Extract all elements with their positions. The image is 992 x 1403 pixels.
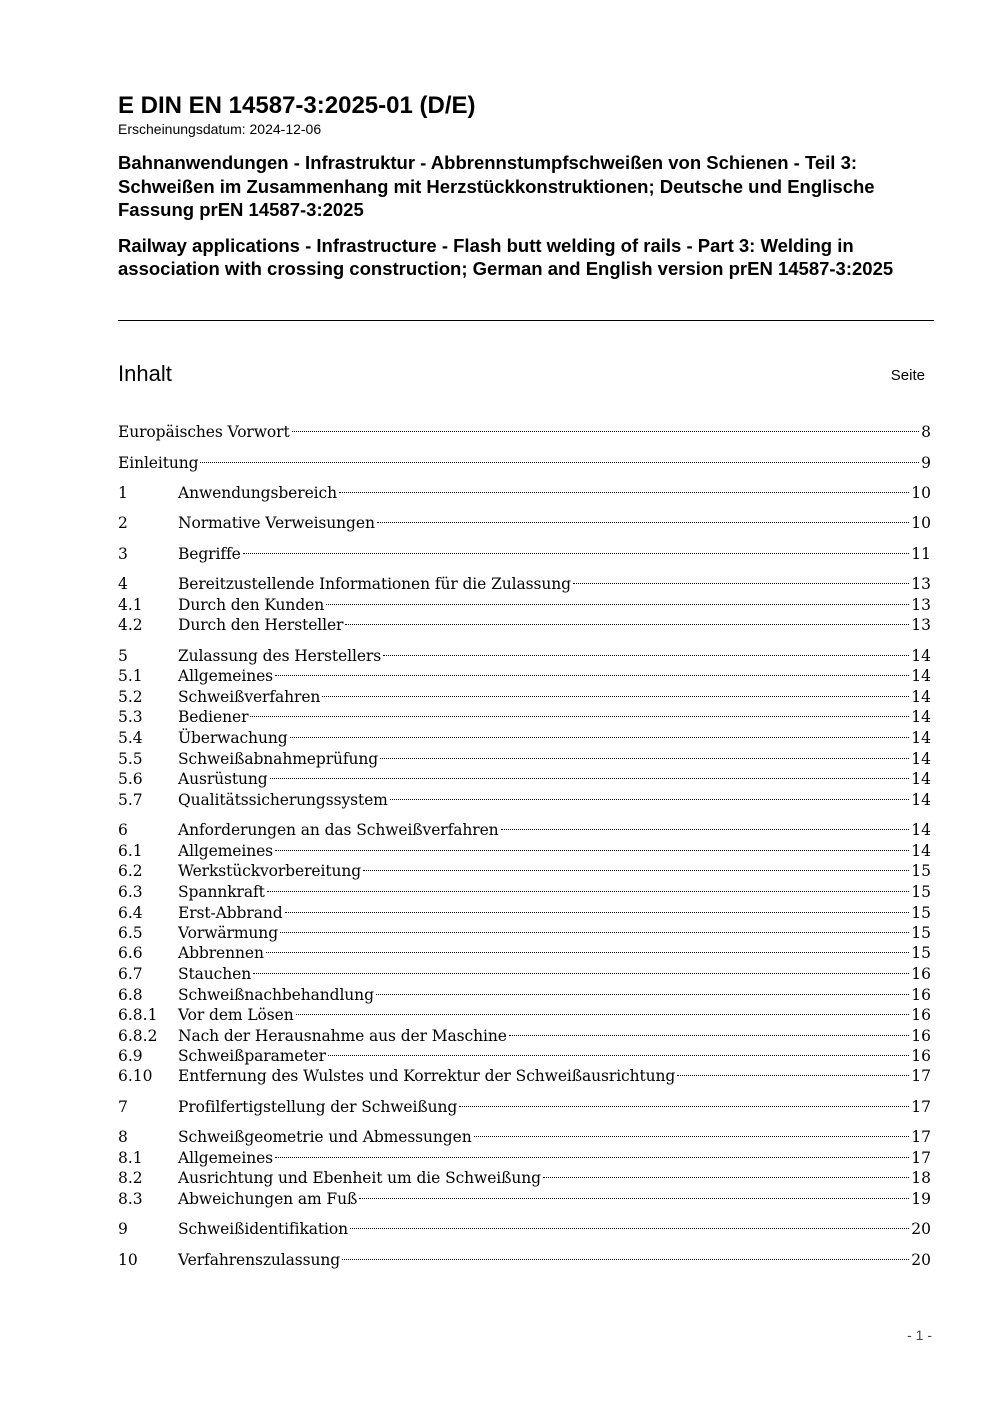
toc-entry-number: 4.1 bbox=[118, 596, 143, 614]
toc-dot-leader bbox=[677, 1061, 909, 1081]
toc-entry-page: 20 bbox=[911, 1220, 931, 1238]
toc-page-column-label: Seite bbox=[890, 367, 925, 384]
header-divider bbox=[118, 320, 934, 321]
toc-entry-page: 10 bbox=[911, 514, 931, 532]
toc-entry[interactable] bbox=[118, 610, 931, 634]
toc-entry-number: 2 bbox=[118, 514, 128, 532]
toc-entry[interactable] bbox=[118, 448, 931, 472]
toc-entry-page: 16 bbox=[911, 986, 931, 1004]
toc-entry-title: Ausrüstung bbox=[178, 770, 268, 788]
toc-entry-title: Bediener bbox=[178, 708, 249, 726]
toc-entry[interactable] bbox=[118, 836, 931, 860]
toc-entry[interactable] bbox=[118, 856, 931, 880]
toc-entry-title: Anforderungen an das Schweißverfahren bbox=[178, 821, 499, 839]
toc-entry-number: 6.9 bbox=[118, 1047, 143, 1065]
toc-dot-leader bbox=[285, 898, 910, 918]
toc-entry[interactable] bbox=[118, 1021, 931, 1045]
toc-heading: Inhalt bbox=[118, 361, 172, 386]
toc-entry-page: 17 bbox=[911, 1098, 931, 1116]
toc-entry-title: Erst-Abbrand bbox=[178, 904, 283, 922]
toc-entry-title: Schweißgeometrie und Abmessungen bbox=[178, 1128, 472, 1146]
toc-dot-leader bbox=[377, 508, 909, 528]
toc-dot-leader bbox=[501, 815, 910, 835]
toc-entry[interactable] bbox=[118, 723, 931, 747]
toc-dot-leader bbox=[322, 682, 909, 702]
toc-entry-number: 6.8 bbox=[118, 986, 143, 1004]
toc-entry-title: Werkstückvorbereitung bbox=[178, 862, 362, 880]
toc-dot-leader bbox=[328, 1041, 909, 1061]
toc-entry-number: 8 bbox=[118, 1128, 128, 1146]
toc-dot-leader bbox=[275, 661, 909, 681]
toc-dot-leader bbox=[250, 702, 909, 722]
toc-dot-leader bbox=[543, 1163, 909, 1183]
toc-entry[interactable] bbox=[118, 815, 931, 839]
toc-entry-page: 10 bbox=[911, 484, 931, 502]
toc-dot-leader bbox=[345, 610, 909, 630]
toc-entry-page: 18 bbox=[911, 1169, 931, 1187]
toc-entry-title: Vorwärmung bbox=[178, 924, 279, 942]
toc-dot-leader bbox=[290, 723, 910, 743]
toc-entry-title: Durch den Kunden bbox=[178, 596, 325, 614]
toc-entry-number: 8.3 bbox=[118, 1190, 143, 1208]
toc-entry-number: 5.7 bbox=[118, 791, 143, 809]
toc-entry[interactable] bbox=[118, 682, 931, 706]
toc-entry-page: 14 bbox=[911, 842, 931, 860]
toc-entry[interactable] bbox=[118, 1184, 931, 1208]
toc-entry-title: Schweißabnahmeprüfung bbox=[178, 750, 379, 768]
toc-entry-number: 3 bbox=[118, 545, 128, 563]
toc-entry-title: Ausrichtung und Ebenheit um die Schweißung bbox=[178, 1169, 541, 1187]
toc-entry[interactable] bbox=[118, 1214, 931, 1238]
toc-entry-number: 6 bbox=[118, 821, 128, 839]
toc-entry-number: 6.6 bbox=[118, 944, 143, 962]
toc-entry-title: Profilfertigstellung der Schweißung bbox=[178, 1098, 458, 1116]
toc-dot-leader bbox=[270, 764, 910, 784]
toc-entry-page: 14 bbox=[911, 729, 931, 747]
toc-entry-title: Zulassung des Herstellers bbox=[178, 647, 382, 665]
toc-entry[interactable] bbox=[118, 1092, 931, 1116]
toc-entry[interactable] bbox=[118, 898, 931, 922]
toc-dot-leader bbox=[359, 1184, 909, 1204]
toc-entry-page: 14 bbox=[911, 708, 931, 726]
toc-entry[interactable] bbox=[118, 764, 931, 788]
toc-dot-leader bbox=[275, 1143, 909, 1163]
toc-entry-number: 4.2 bbox=[118, 616, 143, 634]
toc-dot-leader bbox=[280, 918, 909, 938]
toc-entry-page: 15 bbox=[911, 904, 931, 922]
toc-dot-leader bbox=[267, 877, 910, 897]
title-german: Bahnanwendungen - Infrastruktur - Abbrennstumpfschweißen von Schienen - Teil 3: Schweißen im Zusammenhang mit Herzstückkonstruktionen; Deutsche und Englische Fassung prEN 14587-3:2025 bbox=[118, 152, 875, 220]
toc-entry-title: Anwendungsbereich bbox=[178, 484, 337, 502]
toc-dot-leader bbox=[383, 641, 909, 661]
toc-entry-title: Qualitätssicherungssystem bbox=[178, 791, 388, 809]
toc-entry[interactable] bbox=[118, 877, 931, 901]
toc-entry-number: 6.4 bbox=[118, 904, 143, 922]
toc-entry-title: Bereitzustellende Informationen für die Zulassung bbox=[178, 575, 571, 593]
toc-entry-title: Überwachung bbox=[178, 729, 288, 747]
toc-entry-title: Spannkraft bbox=[178, 883, 265, 901]
toc-dot-leader bbox=[253, 959, 909, 979]
toc-entry-title: Begriffe bbox=[178, 545, 241, 563]
toc-entry-page: 17 bbox=[911, 1067, 931, 1085]
toc-dot-leader bbox=[474, 1122, 910, 1142]
toc-entry-page: 9 bbox=[921, 454, 931, 472]
toc-entry-page: 15 bbox=[911, 883, 931, 901]
toc-dot-leader bbox=[380, 744, 909, 764]
toc-entry[interactable] bbox=[118, 980, 931, 1004]
toc-entry-page: 14 bbox=[911, 791, 931, 809]
toc-entry-page: 19 bbox=[911, 1190, 931, 1208]
toc-dot-leader bbox=[363, 856, 909, 876]
toc-dot-leader bbox=[296, 1000, 910, 1020]
toc-entry-page: 16 bbox=[911, 1047, 931, 1065]
toc-dot-leader bbox=[243, 539, 910, 559]
toc-entry-title: Schweißnachbehandlung bbox=[178, 986, 374, 1004]
toc-dot-leader bbox=[342, 1245, 909, 1265]
toc-entry-title: Verfahrenszulassung bbox=[178, 1251, 341, 1269]
toc-entry[interactable] bbox=[118, 938, 931, 962]
toc-entry-number: 8.2 bbox=[118, 1169, 143, 1187]
toc-entry-number: 6.7 bbox=[118, 965, 143, 983]
toc-entry-number: 7 bbox=[118, 1098, 128, 1116]
toc-entry-title: Durch den Hersteller bbox=[178, 616, 344, 634]
toc-entry-title: Allgemeines bbox=[178, 1149, 274, 1167]
toc-entry-page: 11 bbox=[911, 545, 931, 563]
toc-entry-page: 13 bbox=[911, 616, 931, 634]
toc-entry-title: Allgemeines bbox=[178, 842, 274, 860]
toc-entry-title: Entfernung des Wulstes und Korrektur der Schweißausrichtung bbox=[178, 1067, 676, 1085]
page-number: - 1 - bbox=[907, 1327, 932, 1343]
toc-entry-page: 14 bbox=[911, 770, 931, 788]
toc-entry-number: 8.1 bbox=[118, 1149, 143, 1167]
toc-entry[interactable] bbox=[118, 1122, 931, 1146]
toc-entry[interactable] bbox=[118, 661, 931, 685]
toc-entry[interactable] bbox=[118, 785, 931, 809]
toc-entry-number: 5.2 bbox=[118, 688, 143, 706]
toc-entry-number: 6.8.1 bbox=[118, 1006, 158, 1024]
toc-entry[interactable] bbox=[118, 1143, 931, 1167]
toc-dot-leader bbox=[275, 836, 909, 856]
toc-entry-number: 6.1 bbox=[118, 842, 143, 860]
toc-entry[interactable] bbox=[118, 744, 931, 768]
toc-entry-number: 6.3 bbox=[118, 883, 143, 901]
toc-entry-page: 20 bbox=[911, 1251, 931, 1269]
toc-entry-page: 13 bbox=[911, 575, 931, 593]
toc-entry-page: 14 bbox=[911, 821, 931, 839]
toc-dot-leader bbox=[266, 938, 909, 958]
toc-entry-number: 10 bbox=[118, 1251, 138, 1269]
toc-entry[interactable] bbox=[118, 1061, 931, 1085]
toc-dot-leader bbox=[350, 1214, 909, 1234]
toc-dot-leader bbox=[200, 448, 919, 468]
toc-entry-number: 5.1 bbox=[118, 667, 143, 685]
toc-entry-page: 16 bbox=[911, 1027, 931, 1045]
toc-entry-page: 13 bbox=[911, 596, 931, 614]
toc-entry-number: 5 bbox=[118, 647, 128, 665]
toc-entry[interactable] bbox=[118, 569, 931, 593]
toc-entry-page: 15 bbox=[911, 862, 931, 880]
toc-entry[interactable] bbox=[118, 508, 931, 532]
toc-entry-title: Schweißidentifikation bbox=[178, 1220, 348, 1238]
toc-dot-leader bbox=[292, 417, 919, 437]
toc-dot-leader bbox=[326, 590, 909, 610]
toc-entry[interactable] bbox=[118, 1245, 931, 1269]
toc-entry-page: 16 bbox=[911, 965, 931, 983]
toc-entry[interactable] bbox=[118, 590, 931, 614]
document-header bbox=[118, 92, 934, 281]
toc-entry[interactable] bbox=[118, 1163, 931, 1187]
toc-dot-leader bbox=[390, 785, 910, 805]
toc-entry-title: Nach der Herausnahme aus der Maschine bbox=[178, 1027, 507, 1045]
toc-entry-page: 14 bbox=[911, 647, 931, 665]
toc-entry-title: Stauchen bbox=[178, 965, 252, 983]
toc-entry[interactable] bbox=[118, 417, 931, 441]
toc-dot-leader bbox=[376, 980, 909, 1000]
document-id: E DIN EN 14587-3:2025-01 (D/E) bbox=[118, 92, 476, 119]
toc-entry-title: Europäisches Vorwort bbox=[118, 423, 290, 441]
toc-entry-number: 5.3 bbox=[118, 708, 143, 726]
toc-entry[interactable] bbox=[118, 1000, 931, 1024]
toc-dot-leader bbox=[573, 569, 909, 589]
toc-entry-page: 15 bbox=[911, 924, 931, 942]
toc-entry-page: 14 bbox=[911, 688, 931, 706]
toc-entry-title: Einleitung bbox=[118, 454, 199, 472]
toc-entry-page: 17 bbox=[911, 1149, 931, 1167]
publication-date: Erscheinungsdatum: 2024-12-06 bbox=[118, 121, 322, 137]
toc-entry[interactable] bbox=[118, 641, 931, 665]
toc-entry-number: 9 bbox=[118, 1220, 128, 1238]
toc-entry-number: 5.6 bbox=[118, 770, 143, 788]
toc-entry-title: Normative Verweisungen bbox=[178, 514, 375, 532]
toc-entry-number: 6.5 bbox=[118, 924, 143, 942]
toc-entry-page: 17 bbox=[911, 1128, 931, 1146]
toc-entry-number: 6.10 bbox=[118, 1067, 153, 1085]
toc-entry-page: 14 bbox=[911, 750, 931, 768]
toc-entry-page: 8 bbox=[921, 423, 931, 441]
toc-entry-page: 14 bbox=[911, 667, 931, 685]
toc-entry[interactable] bbox=[118, 959, 931, 983]
toc-dot-leader bbox=[339, 478, 909, 498]
toc-entry[interactable] bbox=[118, 918, 931, 942]
toc-entry[interactable] bbox=[118, 702, 931, 726]
toc-entry-title: Schweißparameter bbox=[178, 1047, 326, 1065]
toc-entry[interactable] bbox=[118, 478, 931, 502]
toc-entry-number: 5.4 bbox=[118, 729, 143, 747]
toc-entry[interactable] bbox=[118, 539, 931, 563]
toc-entry-title: Vor dem Lösen bbox=[178, 1006, 294, 1024]
toc-entry-number: 1 bbox=[118, 484, 128, 502]
toc-entry-number: 6.8.2 bbox=[118, 1027, 158, 1045]
toc-entry-title: Allgemeines bbox=[178, 667, 274, 685]
toc-entry-title: Schweißverfahren bbox=[178, 688, 321, 706]
toc-entry-page: 15 bbox=[911, 944, 931, 962]
toc-entry-number: 6.2 bbox=[118, 862, 143, 880]
title-english: Railway applications - Infrastructure - Flash butt welding of rails - Part 3: Welding in association with crossing construction; German and English version prEN 14587-3:2025 bbox=[118, 234, 894, 279]
toc-entry-page: 16 bbox=[911, 1006, 931, 1024]
toc-entry-title: Abweichungen am Fuß bbox=[178, 1190, 358, 1208]
toc-entry-number: 5.5 bbox=[118, 750, 143, 768]
toc-dot-leader bbox=[459, 1092, 909, 1112]
toc-entry-number: 4 bbox=[118, 575, 128, 593]
toc-dot-leader bbox=[509, 1021, 909, 1041]
toc-entry-title: Abbrennen bbox=[178, 944, 264, 962]
toc-entry[interactable] bbox=[118, 1041, 931, 1065]
